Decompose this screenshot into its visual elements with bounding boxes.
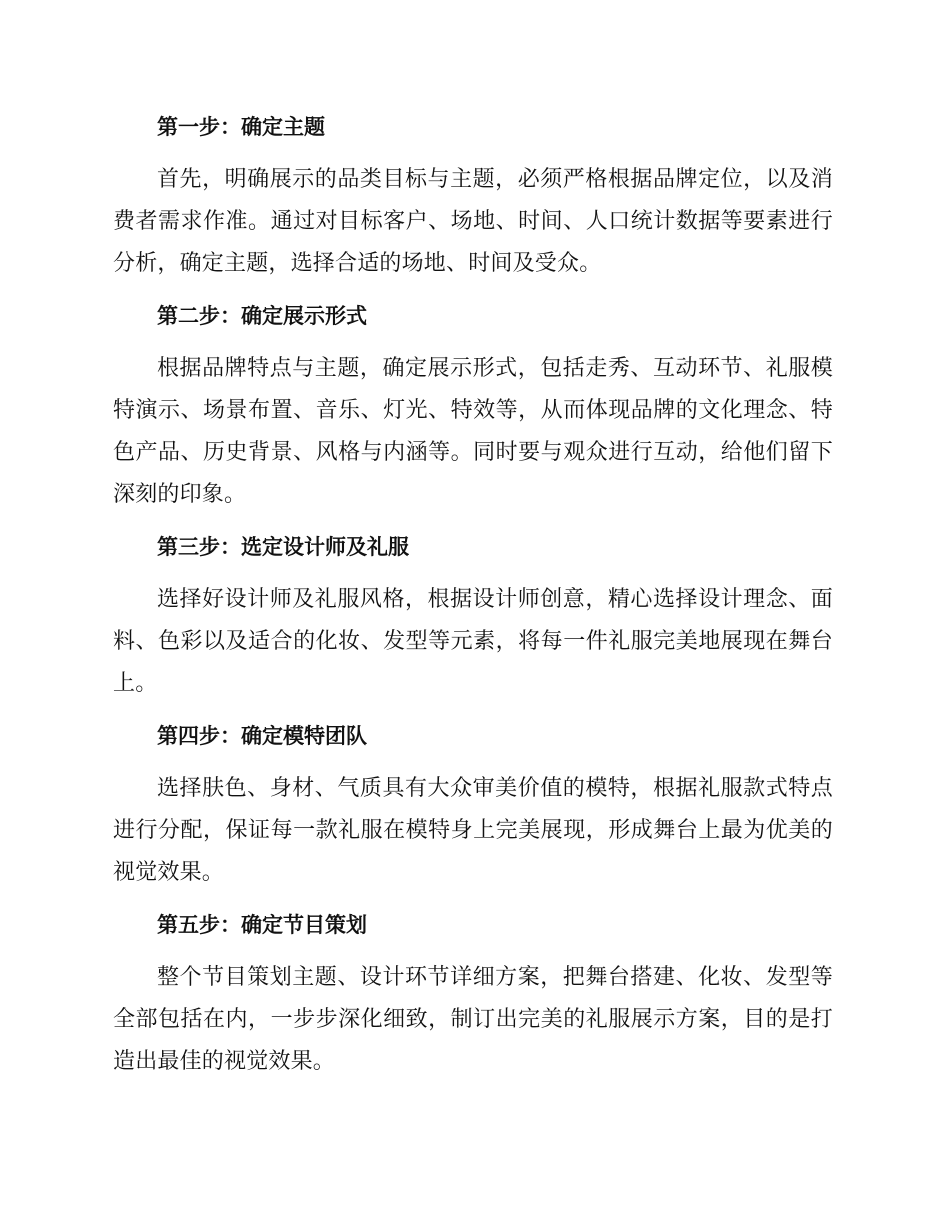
section-step-1	[113, 108, 833, 297]
section-heading: 第五步：确定节目策划	[157, 913, 367, 937]
section-paragraph: 首先，明确展示的品类目标与主题，必须严格根据品牌定位，以及消费者需求作准。通过对目标客户、场地、时间、人口统计数据等要素进行分析，确定主题，选择合适的场地、时间及受众。	[113, 167, 833, 276]
document-page	[113, 108, 833, 1083]
section-step-4	[113, 717, 833, 906]
section-paragraph: 整个节目策划主题、设计环节详细方案，把舞台搭建、化妆、发型等全部包括在内，一步步深化细致，制订出完美的礼服展示方案，目的是打造出最佳的视觉效果。	[113, 965, 833, 1074]
section-heading: 第二步：确定展示形式	[157, 304, 367, 328]
section-step-5	[113, 906, 833, 1083]
section-step-3	[113, 528, 833, 717]
section-paragraph: 选择肤色、身材、气质具有大众审美价值的模特，根据礼服款式特点进行分配，保证每一款礼服在模特身上完美展现，形成舞台上最为优美的视觉效果。	[113, 776, 833, 885]
section-heading: 第三步：选定设计师及礼服	[157, 535, 409, 559]
section-paragraph: 选择好设计师及礼服风格，根据设计师创意，精心选择设计理念、面料、色彩以及适合的化妆、发型等元素，将每一件礼服完美地展现在舞台上。	[113, 587, 833, 696]
section-heading: 第四步：确定模特团队	[157, 724, 367, 748]
section-paragraph: 根据品牌特点与主题，确定展示形式，包括走秀、互动环节、礼服模特演示、场景布置、音乐、灯光、特效等，从而体现品牌的文化理念、特色产品、历史背景、风格与内涵等。同时要与观众进行互动，给他们留下深刻的印象。	[113, 356, 833, 507]
section-heading: 第一步：确定主题	[157, 115, 325, 139]
section-step-2	[113, 297, 833, 528]
